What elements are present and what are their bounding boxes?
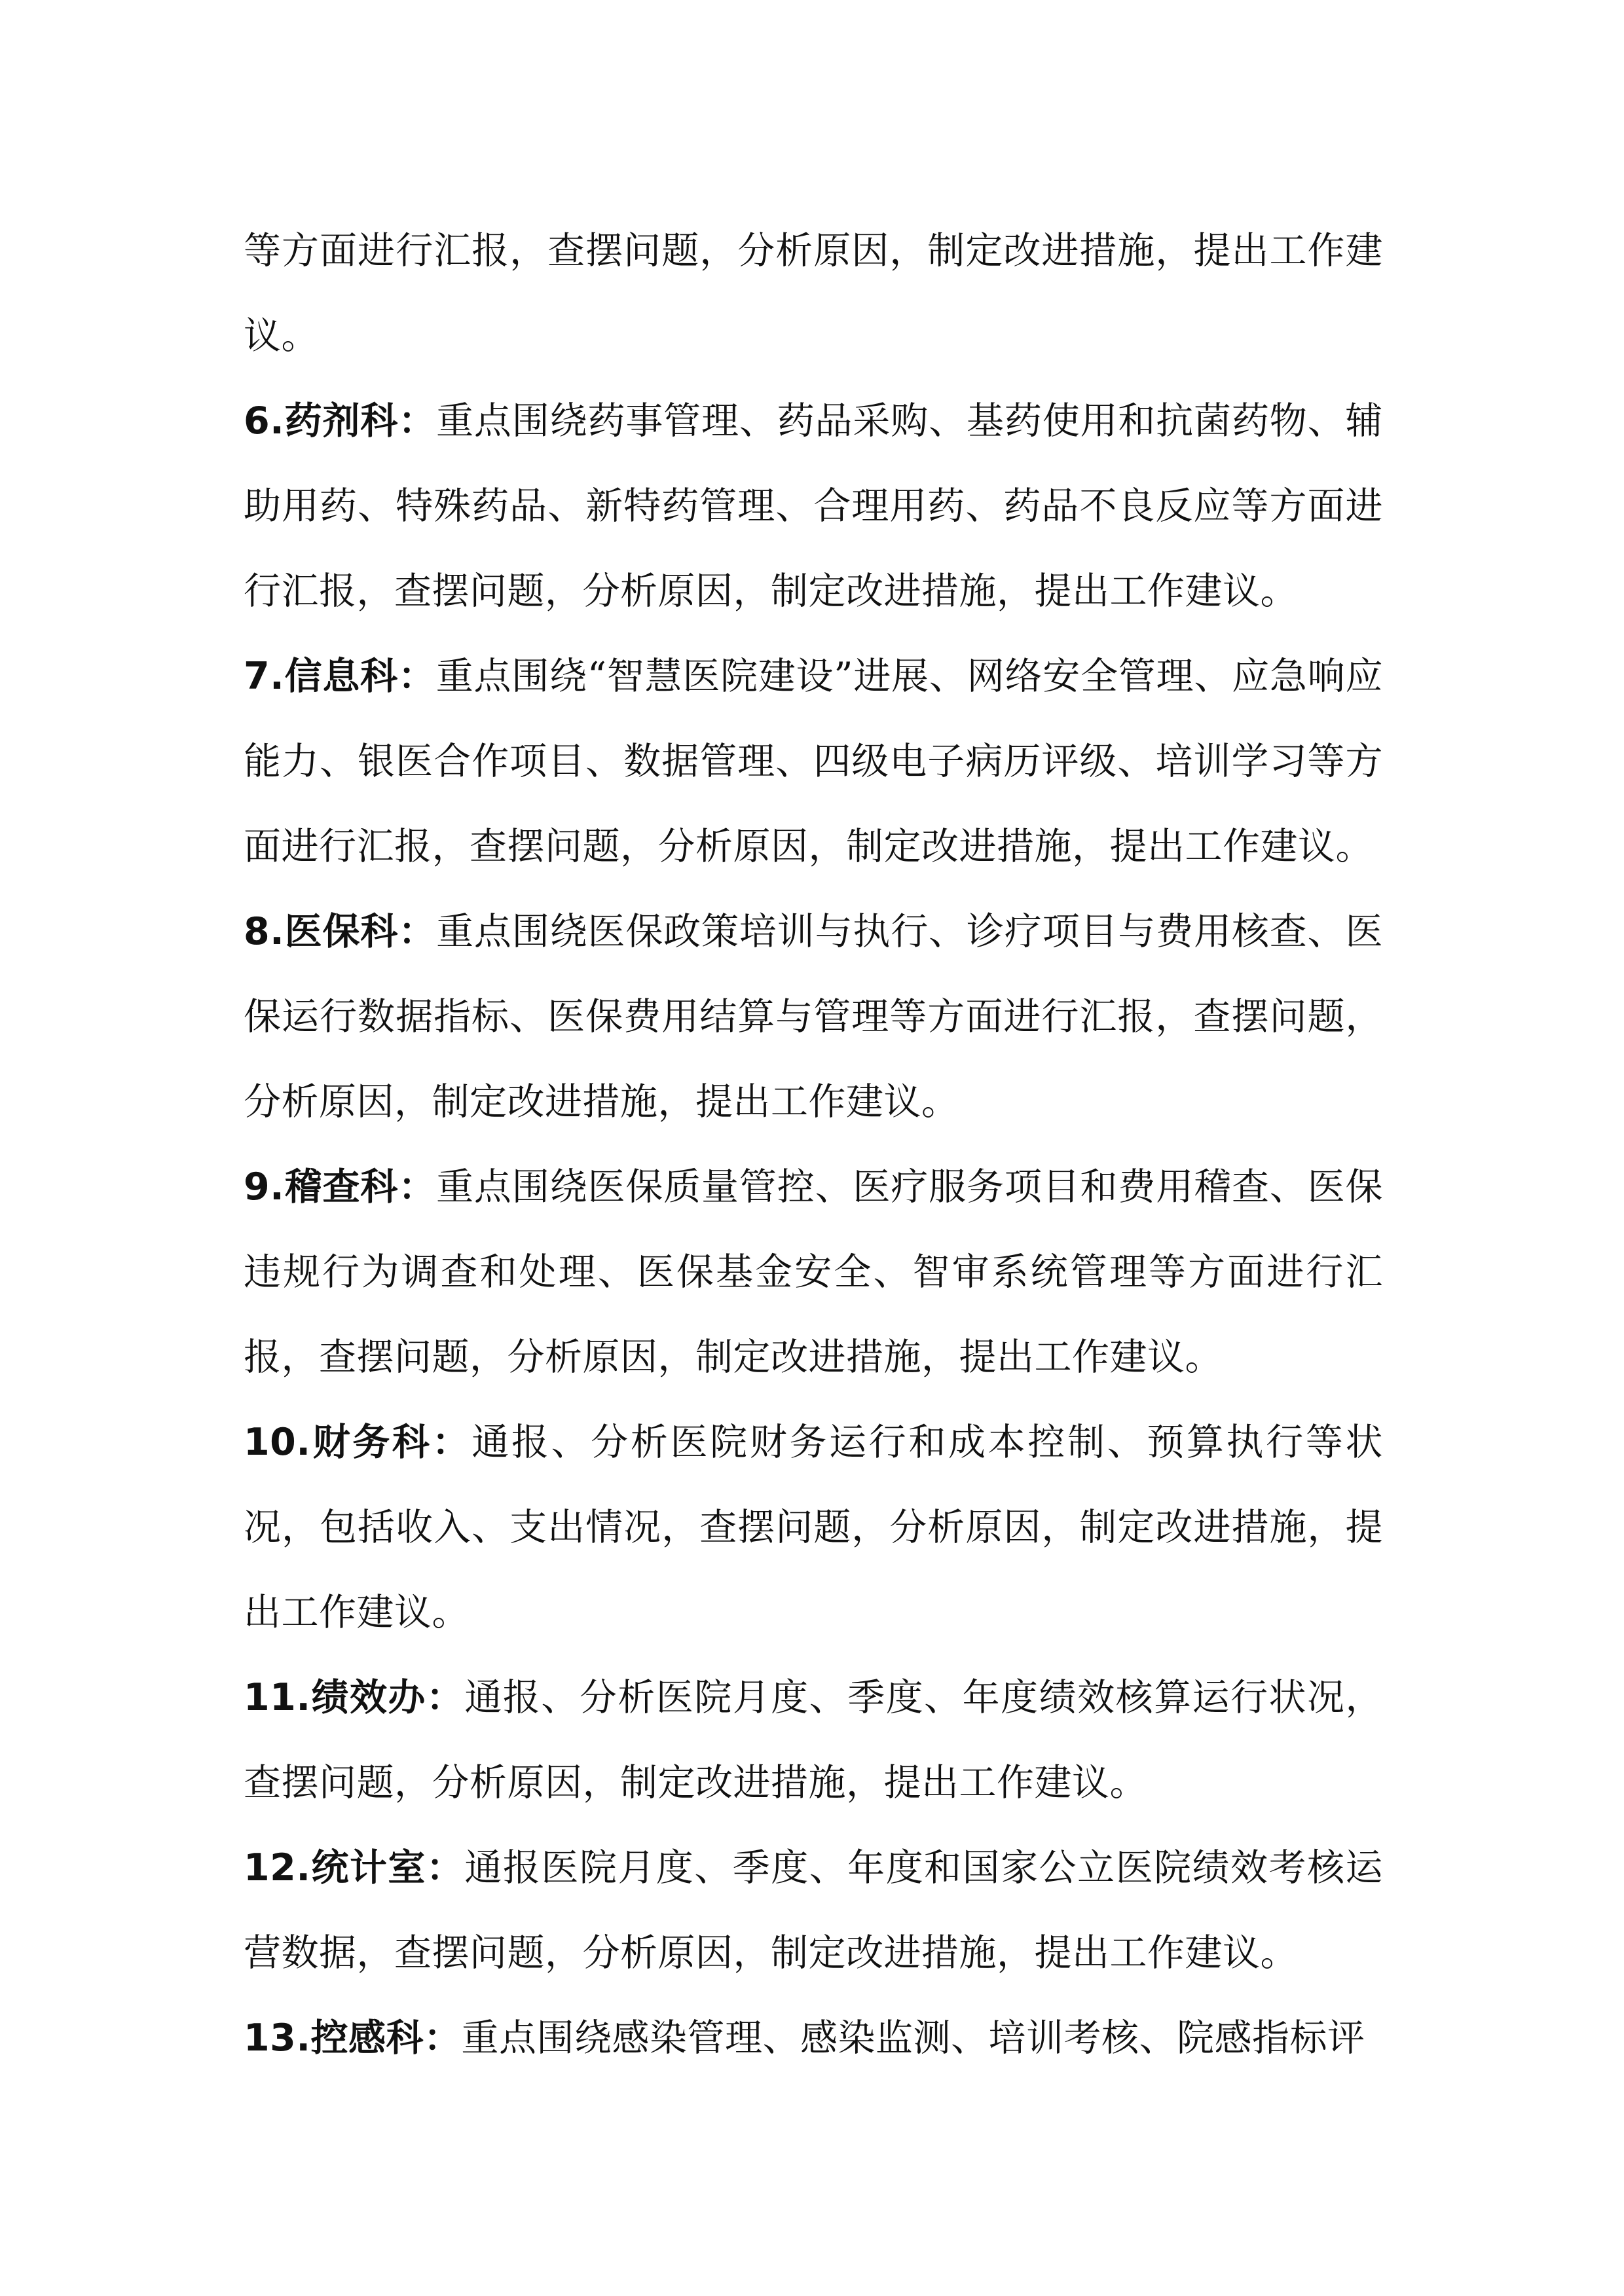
paragraph-continuation xyxy=(244,208,1383,378)
paragraph-statistics xyxy=(244,1825,1383,1995)
paragraph-performance-office xyxy=(244,1655,1383,1825)
paragraph-lead: 11.绩效办： xyxy=(244,1676,465,1719)
paragraph-lead: 9.稽查科： xyxy=(244,1165,437,1209)
paragraph-information xyxy=(244,634,1383,889)
paragraph-text: 通报、分析医院月度、季度、年度绩效核算运行状况，查摆问题，分析原因，制定改进措施，提出工作建议。 xyxy=(244,1676,1383,1804)
paragraph-text: 重点围绕“智慧医院建设”进展、网络安全管理、应急响应能力、银医合作项目、数据管理、四级电子病历评级、培训学习等方面进行汇报，查摆问题，分析原因，制定改进措施，提出工作建议。 xyxy=(244,655,1383,868)
paragraph-text: 等方面进行汇报，查摆问题，分析原因，制定改进措施，提出工作建议。 xyxy=(244,229,1383,357)
paragraph-lead: 13.控感科： xyxy=(244,2016,462,2060)
paragraph-text: 通报医院月度、季度、年度和国家公立医院绩效考核运营数据，查摆问题，分析原因，制定改进措施，提出工作建议。 xyxy=(244,1846,1383,1975)
paragraph-lead: 6.药剂科： xyxy=(244,399,437,443)
paragraph-infection-control xyxy=(244,1995,1383,2081)
paragraph-lead: 8.医保科： xyxy=(244,910,437,953)
paragraph-text: 重点围绕感染管理、感染监测、培训考核、院感指标评 xyxy=(461,2016,1365,2060)
paragraph-lead: 10.财务科： xyxy=(244,1421,472,1464)
paragraph-lead: 7.信息科： xyxy=(244,655,436,698)
paragraph-medical-insurance xyxy=(244,889,1383,1144)
paragraph-pharmacy xyxy=(244,378,1383,634)
paragraph-lead: 12.统计室： xyxy=(244,1846,465,1889)
paragraph-text: 重点围绕药事管理、药品采购、基药使用和抗菌药物、辅助用药、特殊药品、新特药管理、合理用药、药品不良反应等方面进行汇报，查摆问题，分析原因，制定改进措施，提出工作建议。 xyxy=(244,399,1383,613)
paragraph-text: 通报、分析医院财务运行和成本控制、预算执行等状况，包括收入、支出情况，查摆问题，分析原因，制定改进措施，提出工作建议。 xyxy=(244,1421,1383,1634)
paragraph-audit xyxy=(244,1144,1383,1400)
document-page xyxy=(244,208,1383,2081)
paragraph-text: 重点围绕医保质量管控、医疗服务项目和费用稽查、医保违规行为调查和处理、医保基金安全、智审系统管理等方面进行汇报，查摆问题，分析原因，制定改进措施，提出工作建议。 xyxy=(244,1165,1383,1379)
paragraph-text: 重点围绕医保政策培训与执行、诊疗项目与费用核查、医保运行数据指标、医保费用结算与管理等方面进行汇报，查摆问题，分析原因，制定改进措施，提出工作建议。 xyxy=(244,910,1383,1123)
paragraph-finance xyxy=(244,1400,1383,1655)
